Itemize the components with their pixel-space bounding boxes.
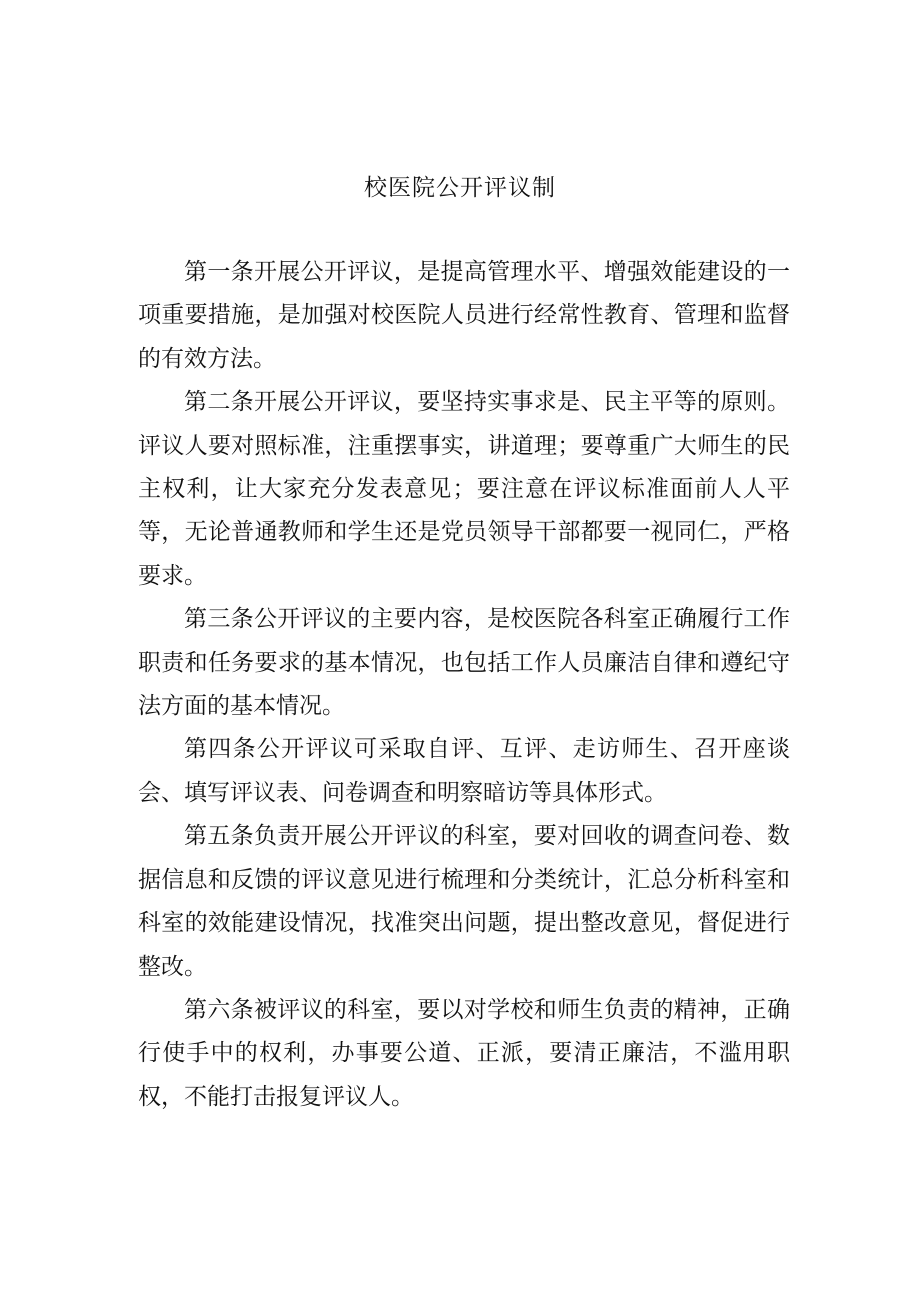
article-5-paragraph: 第五条负责开展公开评议的科室，要对回收的调查问卷、数据信息和反馈的评议意见进行梳理和分类统计，汇总分析科室和科室的效能建设情况，找准突出问题，提出整改意见，督促进行整改。 <box>138 823 790 980</box>
document-body <box>138 251 790 1119</box>
article-1-paragraph: 第一条开展公开评议，是提高管理水平、增强效能建设的一项重要措施，是加强对校医院人员进行经常性教育、管理和监督的有效方法。 <box>138 259 790 372</box>
article-3-paragraph: 第三条公开评议的主要内容，是校医院各科室正确履行工作职责和任务要求的基本情况，也包括工作人员廉洁自律和遵纪守法方面的基本情况。 <box>138 606 790 720</box>
article-4-paragraph: 第四条公开评议可采取自评、互评、走访师生、召开座谈会、填写评议表、问卷调查和明察暗访等具体形式。 <box>138 736 790 806</box>
document-title: 校医院公开评议制 <box>364 175 556 201</box>
article-6-paragraph: 第六条被评议的科室，要以对学校和师生负责的精神，正确行使手中的权利，办事要公道、正派，要清正廉洁，不滥用职权，不能打击报复评议人。 <box>138 996 790 1110</box>
article-2-paragraph: 第二条开展公开评议，要坚持实事求是、民主平等的原则。评议人要对照标准，注重摆事实，讲道理；要尊重广大师生的民主权利，让大家充分发表意见；要注意在评议标准面前人人平等，无论普通教师和学生还是党员领导干部都要一视同仁，严格要求。 <box>138 389 790 589</box>
